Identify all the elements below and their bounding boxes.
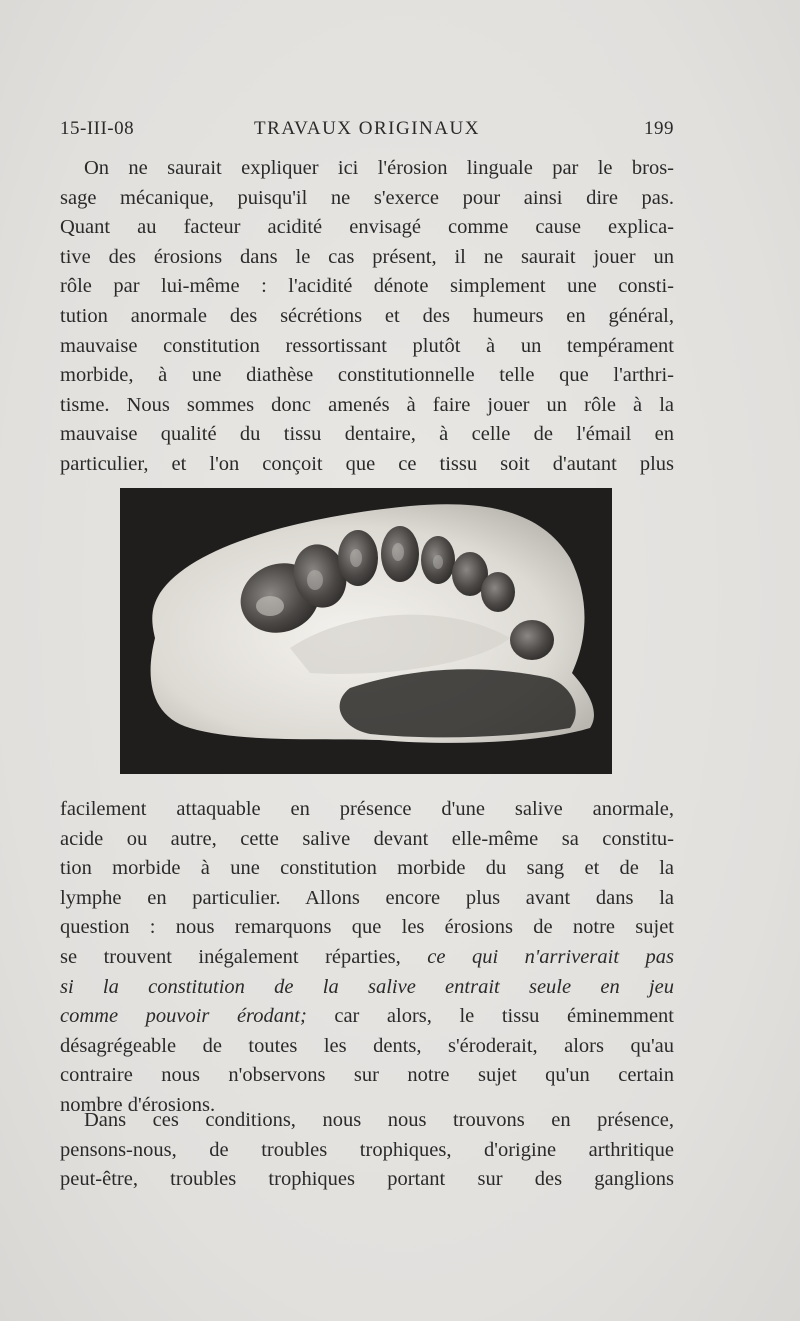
- text-line: Quant au facteur acidité envisagé comme cause explica-: [60, 216, 674, 239]
- text-line: désagrégeable de toutes les dents, s'éroderait, alors qu'au: [60, 1034, 674, 1057]
- italic-segment: comme pouvoir érodant;: [60, 1005, 307, 1028]
- text-line: facilement attaquable en présence d'une salive anormale,: [60, 798, 674, 820]
- dental-cast-illustration: [120, 488, 612, 774]
- text-line: tion morbide à une constitution morbide du sang et de la: [60, 857, 674, 880]
- text-line: tive des érosions dans le cas présent, il ne saurait jouer un: [60, 245, 674, 268]
- text-line: peut-être, troubles trophiques portant sur des ganglions: [60, 1168, 674, 1191]
- paragraph-2: [60, 795, 674, 1121]
- text-line: Dans ces conditions, nous nous trouvons en présence,: [84, 1109, 674, 1131]
- text-line: sage mécanique, puisqu'il ne s'exerce pour ainsi dire pas.: [60, 186, 674, 209]
- text-line: mauvaise constitution ressortissant plutôt à un tempérament: [60, 334, 674, 357]
- text-line: nombre d'érosions.: [60, 1093, 216, 1116]
- text-line: pensons-nous, de troubles trophiques, d'origine arthritique: [60, 1138, 674, 1161]
- text-line: rôle par lui-même : l'acidité dénote simplement une consti-: [60, 275, 674, 298]
- text-line: acide ou autre, cette salive devant elle-même sa constitu-: [60, 827, 674, 850]
- text-line: tisme. Nous sommes donc amenés à faire jouer un rôle à la: [60, 393, 674, 416]
- text-line: particulier, et l'on conçoit que ce tissu soit d'autant plus: [60, 452, 674, 475]
- dental-cast-photograph: [120, 488, 612, 774]
- text-line: mauvaise qualité du tissu dentaire, à celle de l'émail en: [60, 423, 674, 446]
- paragraph-1: [60, 154, 674, 480]
- header-date: 15-III-08: [60, 118, 135, 139]
- text-line: lymphe en particulier. Allons encore plus avant dans la: [60, 886, 674, 909]
- header-title: TRAVAUX ORIGINAUX: [254, 118, 480, 139]
- paragraph-3: [60, 1106, 674, 1195]
- text-line: contraire nous n'observons sur notre sujet qu'un certain: [60, 1064, 674, 1087]
- text-line: [60, 943, 674, 973]
- text-segment: car alors, le tissu éminemment: [306, 1005, 675, 1028]
- text-segment: se trouvent inégalement réparties,: [60, 945, 428, 968]
- text-line: morbide, à une diathèse constitutionnelle telle que l'arthri-: [60, 364, 674, 387]
- page-number: 199: [644, 118, 674, 139]
- text-line: question : nous remarquons que les érosions de notre sujet: [60, 916, 674, 939]
- italic-segment: ce qui n'arriverait pas: [427, 945, 674, 968]
- text-line: On ne saurait expliquer ici l'érosion linguale par le bros-: [84, 157, 674, 179]
- running-header: [60, 118, 674, 148]
- italic-line: si la constitution de la salive entrait seule en jeu: [60, 975, 674, 998]
- text-line: [60, 1002, 674, 1032]
- text-line: tution anormale des sécrétions et des humeurs en général,: [60, 304, 674, 327]
